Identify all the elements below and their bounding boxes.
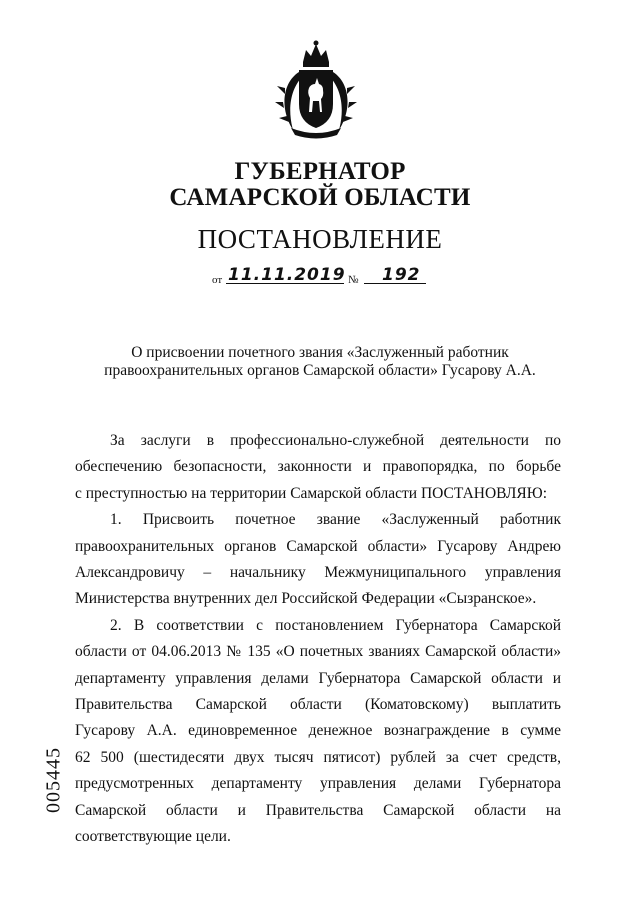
document-type: ПОСТАНОВЛЕНИЕ <box>197 224 443 254</box>
body-line: 2. В соответствии с постановлением Губернатора Самарской <box>110 616 561 634</box>
body-line: с преступностью на территории Самарской области ПОСТАНОВЛЯЮ: <box>75 484 548 502</box>
from-label: от <box>212 274 223 286</box>
body-line: Гусарову А.А. единовременное денежное вознаграждение в сумме <box>75 722 561 740</box>
body-line: соответствующие цели. <box>75 828 231 846</box>
body-line: Министерства внутренних дел Российской Федерации «Сызранское». <box>75 590 537 608</box>
body-line: обеспечению безопасности, законности и правопорядка, по борьбе <box>75 458 561 476</box>
document-subject <box>0 344 640 380</box>
body-line: Самарской области и Правительства Самарской области на <box>75 801 561 819</box>
issuer-region: САМАРСКОЙ ОБЛАСТИ <box>169 184 471 211</box>
issuer-title: ГУБЕРНАТОР <box>234 158 406 185</box>
body-line: области от 04.06.2013 № 135 «О почетных званиях Самарской области» <box>75 643 561 661</box>
document-date: 11.11.2019 <box>228 265 346 285</box>
document-number: 192 <box>382 265 421 285</box>
stamp-number: 005445 <box>42 747 65 813</box>
body-line: 1. Присвоить почетное звание «Заслуженный работник <box>110 511 561 529</box>
subject-line: правоохранительных органов Самарской области» Гусарову А.А. <box>104 362 536 379</box>
subject-line: О присвоении почетного звания «Заслуженный работник <box>131 344 509 361</box>
number-underline <box>364 283 426 284</box>
body-line: правоохранительных органов Самарской области» Гусарову Андрею <box>75 537 561 555</box>
body-line: 62 500 (шестидесяти двух тысяч пятисот) рублей за счет средств, <box>75 748 561 766</box>
date-underline <box>226 283 344 284</box>
number-label: № <box>348 274 359 286</box>
body-line: департаменту управления делами Губернатора Самарской области и <box>75 669 561 687</box>
body-line: предусмотренных департаменту управления делами Губернатора <box>75 775 561 793</box>
body-line: Правительства Самарской области (Коматовскому) выплатить <box>75 696 561 714</box>
registration-stamp <box>34 747 74 813</box>
body-line: Александровичу – начальнику Межмуниципального управления <box>75 564 561 582</box>
document-body <box>75 428 561 851</box>
samara-coat-of-arms-icon <box>273 38 359 140</box>
body-line: За заслуги в профессионально-служебной деятельности по <box>110 432 561 449</box>
